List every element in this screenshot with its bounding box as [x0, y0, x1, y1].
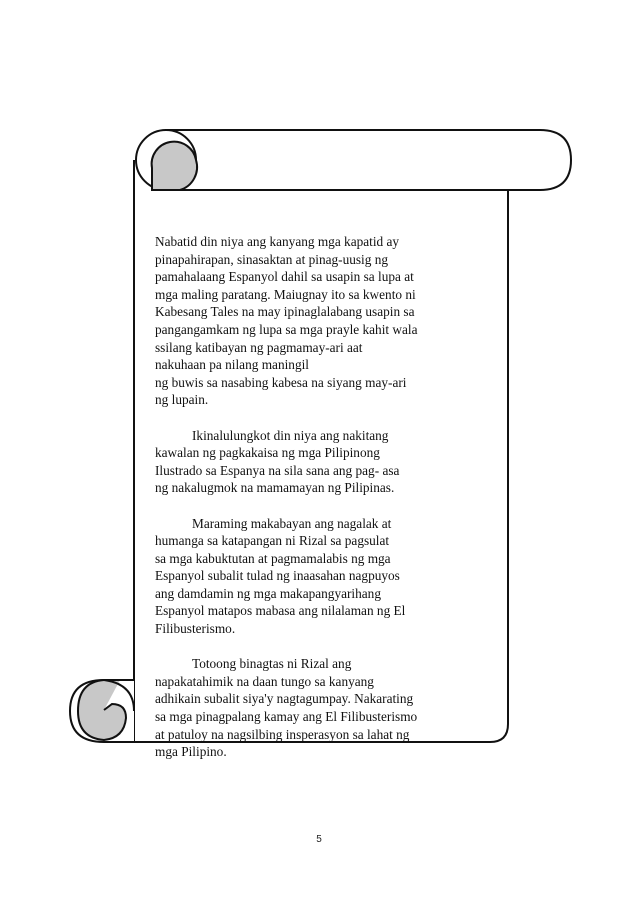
text-line: sa mga kabuktutan at pagmamalabis ng mga [155, 550, 391, 566]
text-line: Maraming makabayan ang nagalak at [192, 515, 392, 531]
paragraph [155, 515, 485, 638]
text-line: Espanyol matapos mabasa ang nilalaman ng El [155, 603, 406, 619]
text-line: at patuloy na nagsilbing insperasyon sa lahat ng [155, 726, 410, 742]
page-number: 5 [316, 834, 322, 845]
text-line: Ilustrado sa Espanya na sila sana ang pag- asa [155, 462, 400, 478]
text-line: Espanyol subalit tulad ng inaasahan nagpuyos [155, 568, 400, 584]
paragraph [155, 655, 485, 761]
text-line: sa mga pinagpalang kamay ang El Filibusterismo [155, 709, 418, 725]
text-line: ng lupain. [155, 392, 209, 408]
bottom-scroll-curl [70, 680, 134, 742]
text-line: Kabesang Tales na may ipinaglalabang usapin sa [155, 304, 415, 320]
text-line: adhikain subalit siya'y nagtagumpay. Nakarating [155, 691, 414, 707]
text-line: kawalan ng pagkakaisa ng mga Pilipinong [155, 445, 380, 461]
text-line: ng nakalugmok na mamamayan ng Pilipinas. [155, 480, 395, 496]
text-line: pangangamkam ng lupa sa mga prayle kahit wala [155, 321, 418, 337]
text-line: mga Pilipino. [155, 744, 227, 760]
paragraph [155, 427, 485, 497]
text-line: napakatahimik na daan tungo sa kanyang [155, 673, 374, 689]
text-line: nakuhaan pa nilang maningil [155, 357, 309, 373]
text-line: mga maling paratang. Maiugnay ito sa kwento ni [155, 286, 416, 302]
text-line: Nabatid din niya ang kanyang mga kapatid ay [155, 234, 400, 249]
paragraph [155, 233, 485, 409]
text-line: pinapahirapan, sinasaktan at pinag-uusig ng [155, 251, 389, 267]
top-scroll-curl [136, 130, 197, 190]
text-line: ng buwis sa nasabing kabesa na siyang may-ari [155, 374, 407, 390]
text-line: pamahalaang Espanyol dahil sa usapin sa lupa at [155, 269, 414, 285]
text-line: humanga sa katapangan ni Rizal sa pagsulat [155, 533, 390, 549]
text-line: Filibusterismo. [155, 621, 236, 637]
scroll-text-block [155, 233, 485, 778]
text-line: Totoong binagtas ni Rizal ang [192, 656, 352, 672]
text-line: ang damdamin ng mga makapangyarihang [155, 585, 381, 601]
text-line: ssilang katibayan ng pagmamay-ari aat [155, 339, 363, 355]
text-line: Ikinalulungkot din niya ang nakitang [192, 427, 389, 443]
